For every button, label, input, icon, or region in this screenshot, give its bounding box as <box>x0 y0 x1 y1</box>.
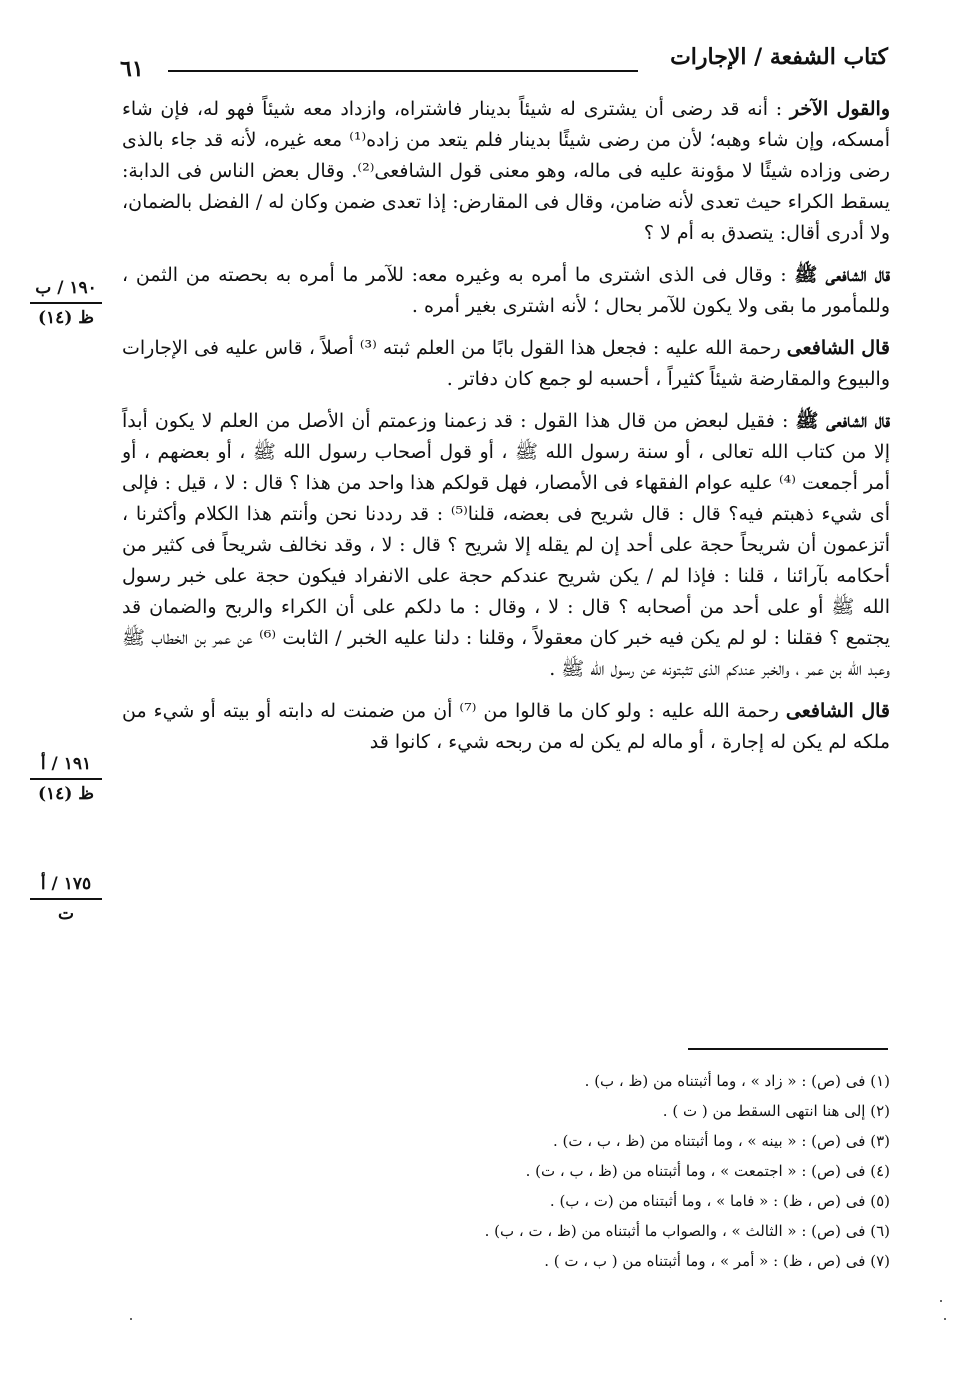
footnote-1: (١) فى (ص) : « زاد » ، وما أثبتناه من (ظ ، ب) . <box>584 1072 890 1090</box>
footnote-rule <box>688 1048 888 1050</box>
footnote-2: (٢) إلى هنا انتهى السقط من ( ت ) . <box>662 1102 890 1120</box>
paragraph-text: : فقيل لبعض من قال هذا القول : قد زعمنا وزعمتم أن الأصل من العلم لا يكون أبداً إلا من كتاب الله تعالى ، أو سنة رسول الله ﷺ ، أو قول أصحاب رسول الله ﷺ ، أو بعضهم ، أو أمر أجمعت ⁽⁴⁾ عليه عوام الفقهاء فى الأمصار، فهل قولكم هذا واحد من هذا ؟ قال : لا ، قيل : فإلى أى شيء ذهبتم فيه؟ قال : قال شريح فى بعضه، قلنا⁽⁵⁾ : قد رددنا نحن وأنتم هذا الكلام وأكثرنا ، أتزعمون أن شريحاً حجة على أحد إن لم يقله إلا شريح ؟ قال : لا ، وقد نخالف شريحاً فى كثير من أحكامه بآرائنا ، قلنا : فإذا لم / يكن شريح عندكم حجة على الانفراد فيكون حجة على خبر رسول الله ﷺ أو على أحد من أصحابه ؟ قال : لا ، وقال : ما دلكم على أن الكراء والربح والضمان قد يجتمع ؟ فقلنا : لو لم يكن فيه خبر كان معقولاً ، وقلنا : دلنا عليه الخبر / الثابت ⁽⁶⁾ عن عمر بن الخطاب ﷺ وعبد الله بن عمر ، والخبر عندكم الذى تثبتونه عن رسول الله ﷺ . <box>122 410 891 680</box>
margin-note-siglum: ظ (١٤) <box>38 784 94 804</box>
paragraph-text: : أنه قد رضى أن يشترى له شيئاً بدينار فاشتراه، وازداد معه شيئاً فهو له، فإن شاء أمسكه، وإن شاء وهبه؛ لأن من رضى شيئًا بدينار فلم يتعد من زاده⁽¹⁾ معه غيره، لأنه قد جاء بالذى رضى وزاده شيئًا لا مؤونة عليه فى ماله، وهو معنى قول الشافعى⁽²⁾. وقال بعض الناس فى الدابة: يسقط الكراء حيث تعدى لأنه ضامن، وقال فى المقارض: إذا تعدى ضمن وكان له / الفضل بالضمان، ولا أدرى أقال: يتصدق به أم لا ؟ <box>122 98 891 244</box>
running-header-title: كتاب الشفعة / الإجارات <box>670 44 888 70</box>
margin-note-folio: ١٩٠ / ب <box>35 278 97 298</box>
footnote-7: (٧) فى (ص ، ظ) : « أمر » ، وما أثبتناه من ( ب ، ت ) . <box>544 1252 890 1270</box>
paragraph-text: : وقال فى الذى اشترى ما أمره به وغيره معه: للآمر ما أمره به بحصته من الثمن ، وللمأمور ما بقى ولا يكون للآمر بحال ؛ لأنه اشترى بغير أمره . <box>122 264 890 317</box>
scan-speck <box>940 1300 942 1302</box>
paragraph-lead: قال الشافعى ﷺ <box>795 410 891 432</box>
footnote-5: (٥) فى (ص ، ظ) : « فاما » ، وما أثبتناه من (ت ، ب) . <box>549 1192 890 1210</box>
paragraph-lead: قال الشافعى ﷺ <box>794 264 891 286</box>
margin-note-rule <box>30 302 102 304</box>
paragraph-4 <box>122 406 890 685</box>
margin-note-folio: ١٩١ / أ <box>40 754 92 774</box>
footnote-4: (٤) فى (ص) : « اجتمعت » ، وما أثبتناه من (ظ ، ب ، ت) . <box>525 1162 890 1180</box>
manuscript-margin-note <box>24 872 108 926</box>
paragraph-2 <box>122 260 890 322</box>
scan-speck <box>944 1318 946 1320</box>
paragraph-lead: قال الشافعى <box>786 337 890 359</box>
footnote-6: (٦) فى (ص) : « الثالث » ، والصواب ما أثبتناه من (ظ ، ت ، ب) . <box>484 1222 890 1240</box>
margin-note-rule <box>30 778 102 780</box>
paragraph-3 <box>122 333 890 395</box>
paragraph-lead: قال الشافعى <box>785 700 890 722</box>
header-rule <box>168 70 638 72</box>
scan-speck <box>130 1318 132 1320</box>
margin-note-folio: ١٧٥ / أ <box>40 874 92 894</box>
footnote-3: (٣) فى (ص) : « بينه » ، وما أثبتناه من (ظ ، ب ، ت) . <box>552 1132 890 1150</box>
paragraph-text: رحمة الله عليه : فجعل هذا القول بابًا من العلم ثبته ⁽³⁾ أصلاً ، قاس عليه فى الإجارات والبيوع والمقارضة شيئاً كثيراً ، أحسبه لو جمع كان دفاتر . <box>122 337 890 390</box>
margin-note-siglum: ظ (١٤) <box>38 308 94 328</box>
page-number: ٦١ <box>120 56 144 82</box>
paragraph-1 <box>122 94 890 249</box>
footnotes <box>360 1066 890 1276</box>
paragraph-text: رحمة الله عليه : ولو كان ما قالوا من ⁽⁷⁾ أن من ضمنت له دابته أو بيته أو شيء من ملكه لم يكن له إجارة ، أو ماله لم يكن له من ربحه شيء ، كانوا قد <box>122 700 890 753</box>
main-text <box>122 94 890 769</box>
paragraph-lead: والقول الآخر <box>789 98 890 120</box>
manuscript-margin-note <box>24 276 108 330</box>
manuscript-margin-note <box>24 752 108 806</box>
paragraph-5 <box>122 696 890 758</box>
margin-note-siglum: ت <box>57 904 74 924</box>
margin-note-rule <box>30 898 102 900</box>
